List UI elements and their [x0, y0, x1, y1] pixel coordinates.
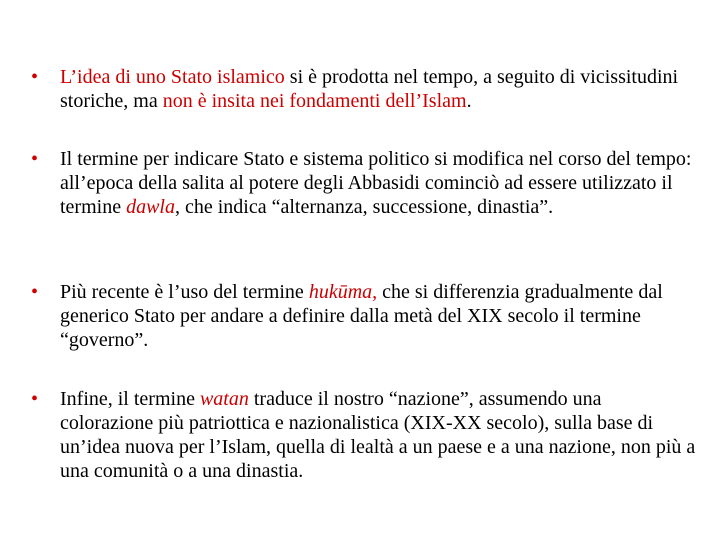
bullet-item-watan	[31, 387, 696, 483]
text-segment: Più recente è l’uso del termine	[60, 281, 309, 303]
bullet-item-dawla	[31, 147, 696, 219]
text-segment: si è prodotta nel tempo, a seguito di vicissitudini storiche, ma	[60, 66, 679, 112]
bullet-icon: •	[31, 148, 39, 170]
highlight-non-insita: non è insita nei fondamenti dell’Islam	[162, 90, 467, 112]
text-segment: .	[466, 90, 472, 112]
term-hukuma: hukūma,	[308, 281, 378, 303]
term-watan: watan	[199, 388, 249, 410]
term-dawla: dawla	[126, 196, 175, 218]
text-segment: traduce il nostro “nazione”, assumendo una colorazione più patriottica e nazionalistica (XIX-XX secolo), sulla base di un’idea nuova per l’Islam, quella di lealtà a un paese e a una nazione, non più a una comunità o a una dinastia.	[60, 388, 696, 482]
text-segment: , che indica “alternanza, successione, dinastia”.	[175, 196, 554, 218]
bullet-icon: •	[31, 66, 39, 88]
bullet-item-hukuma	[31, 280, 696, 352]
text-segment: Il termine per indicare Stato e sistema politico si modifica nel corso del tempo: all’epoca della salita al potere degli Abbasidi cominciò ad essere utilizzato il termine	[60, 148, 692, 218]
text-segment: che si differenzia gradualmente dal generico Stato per andare a definire dalla metà del XIX secolo il termine “governo”.	[60, 281, 663, 351]
highlight-stato-islamico: L’idea di uno Stato islamico	[60, 66, 285, 88]
text-segment: Infine, il termine	[60, 388, 200, 410]
bullet-icon: •	[31, 281, 39, 303]
bullet-item-stato-islamico	[31, 65, 696, 113]
bullet-icon: •	[31, 388, 39, 410]
